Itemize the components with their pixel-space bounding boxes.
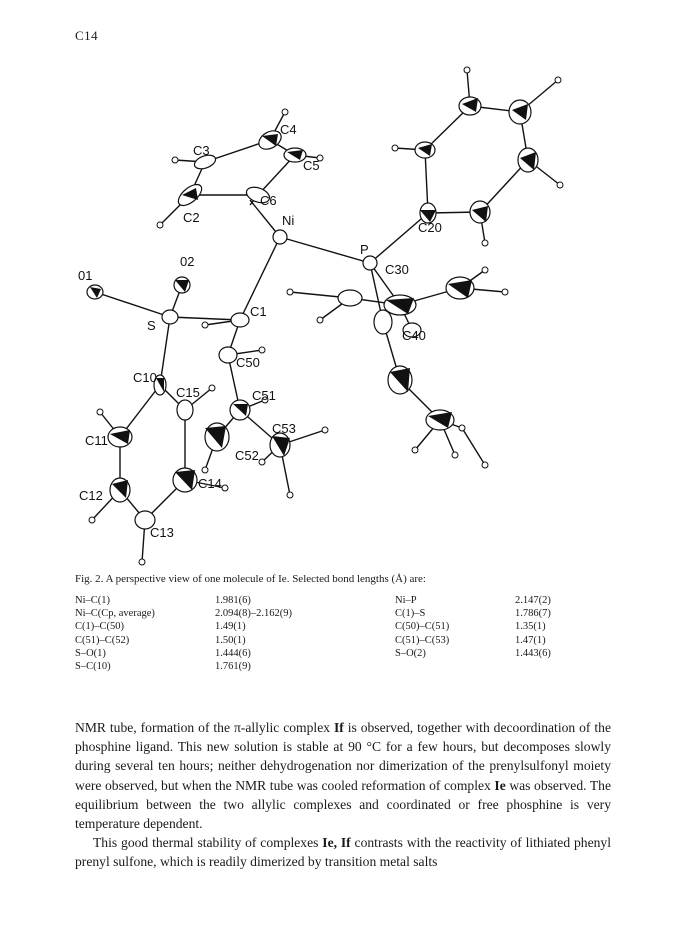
table-row xyxy=(75,594,635,607)
atom-label: C10 xyxy=(133,370,157,385)
bond-value: 1.761(9) xyxy=(215,661,251,673)
text-run: is observed, together with decoordination of the phosphine ligand. This new solution is stable at 90 °C for a few hours, but decomposes slowly during several ten hours; neither dehydrogenation nor dimerization of the prenylsulfonyl moiety were observed, but when the NMR tube was cooled reformation of complex xyxy=(75,720,611,793)
text-run: NMR tube, formation of the π-allylic complex xyxy=(75,720,334,735)
atom-label: C2 xyxy=(183,210,200,225)
bond-value: 2.094(8)–2.162(9) xyxy=(215,608,292,620)
bond-name: C(50)–C(51) xyxy=(395,621,450,633)
atom-label: C3 xyxy=(193,143,210,158)
bond-value: 1.50(1) xyxy=(215,634,246,646)
bond-name: S–O(1) xyxy=(75,647,106,659)
bond-value: 1.47(1) xyxy=(515,634,546,646)
atom-label: S xyxy=(147,318,156,333)
atom-label: C30 xyxy=(385,262,409,277)
table-row xyxy=(75,634,635,647)
bond-value: 1.981(6) xyxy=(215,595,251,606)
bond-name: C(51)–C(52) xyxy=(75,634,130,646)
bond-value: 1.443(6) xyxy=(515,647,551,659)
atom-label: C11 xyxy=(85,433,108,448)
bond-value: 1.786(7) xyxy=(515,608,551,620)
bond-value: 1.49(1) xyxy=(215,621,246,633)
paragraph xyxy=(75,718,611,833)
table-row xyxy=(75,647,635,660)
atom-label: C53 xyxy=(272,421,296,436)
table-row xyxy=(75,607,635,620)
atom-label: C50 xyxy=(236,355,260,370)
atom-label: C13 xyxy=(150,525,174,540)
bond-name xyxy=(395,660,515,673)
text-run: was observed. The equilibrium between the two allylic complexes and coordinated or free phosphine is very temperature dependent. xyxy=(75,777,611,832)
atom-label: 01 xyxy=(78,268,93,283)
bond-name: Ni–C(1) xyxy=(75,595,110,606)
figure-caption: Fig. 2. A perspective view of one molecule of Ie. Selected bond lengths (Å) are: xyxy=(75,573,426,585)
atom-label: C51 xyxy=(252,388,276,403)
page-label: C14 xyxy=(75,28,99,43)
atom-label: Ni xyxy=(282,213,295,228)
bond-value: 1.444(6) xyxy=(215,647,251,659)
bond-name: S–C(10) xyxy=(75,661,111,673)
bond-name: C(51)–C(53) xyxy=(395,634,450,646)
body-text xyxy=(75,718,611,872)
atom-label: P xyxy=(360,242,369,257)
table-row xyxy=(75,660,635,673)
table-row xyxy=(75,620,635,633)
paragraph xyxy=(75,833,611,871)
atom-label: C5 xyxy=(303,158,320,173)
atom-label: C6 xyxy=(260,193,277,208)
atom-label: C4 xyxy=(280,122,297,137)
compound-ref: Ie xyxy=(494,777,506,793)
atom-label: C20 xyxy=(418,220,442,235)
atom-label: C40 xyxy=(402,328,426,343)
atom-label: C15 xyxy=(176,385,200,400)
bond-value: 2.147(2) xyxy=(515,595,551,606)
bond-name: C(1)–S xyxy=(395,608,426,620)
bond-length-table xyxy=(75,594,635,673)
text-run: This good thermal stability of complexes xyxy=(93,835,323,851)
bond-name: S–O(2) xyxy=(395,647,426,659)
bond-value: 1.35(1) xyxy=(515,621,546,633)
bond-name: C(1)–C(50) xyxy=(75,621,124,633)
compound-ref: If xyxy=(333,720,344,735)
bond-name: Ni–C(Cp, average) xyxy=(75,608,155,620)
bond-value xyxy=(515,660,595,673)
bond-name: Ni–P xyxy=(395,595,417,606)
atom-label: C1 xyxy=(250,304,267,319)
atom-label: 02 xyxy=(180,254,195,269)
atom-label: C14 xyxy=(198,476,222,491)
text-run: contrasts with the reactivity of lithiated phenyl prenyl sulfone, which is readily dimerized by transition metal salts xyxy=(75,835,611,870)
compound-ref: Ie, If xyxy=(322,835,351,851)
atom-label: C12 xyxy=(79,488,103,503)
atom-label: C52 xyxy=(235,448,259,463)
